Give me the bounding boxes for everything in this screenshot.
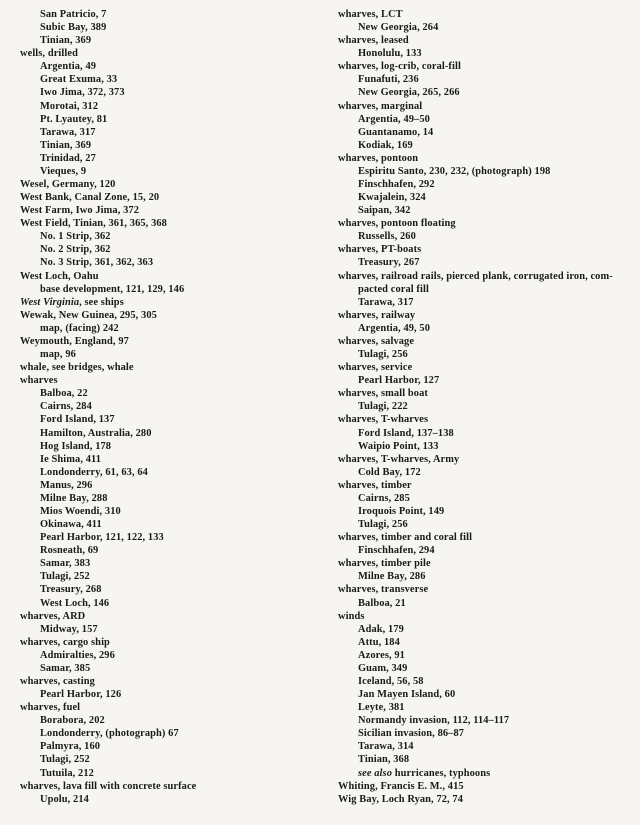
index-entry-text: hurricanes, typhoons	[392, 767, 491, 779]
index-entry-text: West Bank, Canal Zone, 15, 20	[20, 192, 160, 204]
index-subentry	[338, 701, 634, 714]
index-subentry	[20, 793, 320, 806]
index-subentry	[20, 492, 320, 505]
index-entry	[20, 47, 320, 60]
index-entry	[338, 361, 634, 374]
index-entry-text: wharves, ARD	[20, 610, 86, 622]
index-entry	[20, 270, 320, 283]
index-entry-text: Leyte, 381	[358, 702, 405, 714]
index-entry-text: Ford Island, 137–138	[358, 427, 454, 439]
index-entry-text: wharves, marginal	[338, 100, 423, 112]
index-entry	[338, 100, 634, 113]
index-subentry	[338, 597, 634, 610]
index-subentry	[20, 597, 320, 610]
index-entry-text: New Georgia, 265, 266	[358, 87, 460, 99]
index-entry-text: Tinian, 368	[358, 754, 410, 766]
index-entry-italic: West Virginia	[20, 296, 80, 308]
index-subentry	[338, 400, 634, 413]
index-entry-text: West Loch, 146	[40, 597, 110, 609]
index-entry-text: Honolulu, 133	[358, 48, 422, 60]
index-subentry	[338, 466, 634, 479]
index-entry-text: wharves, leased	[338, 35, 409, 47]
index-subentry	[20, 453, 320, 466]
index-subentry	[20, 583, 320, 596]
index-subentry	[338, 165, 634, 178]
index-subentry	[338, 492, 634, 505]
index-entry-italic: see also	[358, 767, 392, 779]
index-entry-text: wharves, timber	[338, 479, 412, 491]
index-subentry	[20, 518, 320, 531]
index-entry	[338, 270, 634, 283]
index-subentry	[338, 283, 634, 296]
index-entry-text: winds	[338, 610, 365, 622]
index-subentry	[20, 427, 320, 440]
index-entry-text: Midway, 157	[40, 623, 98, 635]
index-entry-text: Ie Shima, 411	[40, 453, 102, 465]
index-subentry	[338, 440, 634, 453]
index-entry-text: Espiritu Santo, 230, 232, (photograph) 198	[358, 165, 551, 177]
index-entry	[338, 557, 634, 570]
index-subentry	[338, 740, 634, 753]
index-entry-text: Guam, 349	[358, 662, 408, 674]
index-entry-text: Pt. Lyautey, 81	[40, 113, 108, 125]
index-entry-text: Balboa, 21	[358, 597, 406, 609]
index-entry-text: Iroquois Point, 149	[358, 505, 445, 517]
index-entry-text: , see ships	[79, 296, 124, 308]
index-subentry	[20, 740, 320, 753]
index-entry-text: map, (facing) 242	[40, 322, 119, 334]
index-entry-text: Morotai, 312	[40, 100, 99, 112]
index-entry-text: Pearl Harbor, 126	[40, 689, 122, 701]
index-entry-text: Pearl Harbor, 127	[358, 375, 440, 387]
index-entry-text: West Farm, Iwo Jima, 372	[20, 205, 139, 217]
index-entry-text: Argentia, 49, 50	[358, 322, 431, 334]
index-subentry	[338, 348, 634, 361]
index-subentry	[338, 767, 634, 780]
index-subentry	[338, 505, 634, 518]
index-entry	[338, 780, 634, 793]
index-subentry	[338, 649, 634, 662]
index-entry	[20, 374, 320, 387]
index-subentry	[338, 113, 634, 126]
index-entry-text: Rosneath, 69	[40, 545, 99, 557]
index-entry-text: West Loch, Oahu	[20, 270, 99, 282]
index-subentry	[20, 60, 320, 73]
index-entry-text: map, 96	[40, 349, 76, 361]
index-subentry	[338, 374, 634, 387]
index-entry-text: No. 3 Strip, 361, 362, 363	[40, 257, 154, 269]
index-entry	[20, 191, 320, 204]
index-entry-text: No. 1 Strip, 362	[40, 231, 111, 243]
index-column-left	[20, 8, 320, 806]
index-subentry	[20, 623, 320, 636]
index-entry-text: wharves, pontoon floating	[338, 218, 456, 230]
index-entry-text: base development, 121, 129, 146	[40, 283, 185, 295]
index-entry-text: Normandy invasion, 112, 114–117	[358, 715, 510, 727]
index-entry-text: wharves, T-wharves	[338, 414, 429, 426]
index-entry-text: Londonderry, (photograph) 67	[40, 728, 179, 740]
index-entry	[338, 152, 634, 165]
index-subentry	[338, 256, 634, 269]
index-entry-text: Pearl Harbor, 121, 122, 133	[40, 532, 164, 544]
index-entry	[20, 178, 320, 191]
index-entry	[20, 296, 320, 309]
index-entry-text: Okinawa, 411	[40, 519, 102, 531]
index-entry-text: wharves, casting	[20, 675, 95, 687]
index-entry-text: wharves, pontoon	[338, 152, 419, 164]
index-subentry	[20, 727, 320, 740]
index-entry	[338, 413, 634, 426]
index-subentry	[338, 126, 634, 139]
index-entry	[20, 309, 320, 322]
index-subentry	[20, 256, 320, 269]
index-subentry	[20, 505, 320, 518]
index-subentry	[20, 8, 320, 21]
index-entry	[20, 361, 320, 374]
index-entry-text: Tinian, 369	[40, 139, 92, 151]
index-entry-text: wharves, small boat	[338, 388, 428, 400]
index-entry-text: Tulagi, 256	[358, 349, 408, 361]
index-subentry	[20, 348, 320, 361]
index-subentry	[338, 73, 634, 86]
index-entry	[338, 793, 634, 806]
index-entry	[338, 531, 634, 544]
index-entry-text: Trinidad, 27	[40, 152, 96, 164]
index-subentry	[338, 662, 634, 675]
index-entry	[338, 610, 634, 623]
index-subentry	[338, 21, 634, 34]
index-subentry	[20, 767, 320, 780]
index-subentry	[20, 34, 320, 47]
index-entry	[338, 583, 634, 596]
index-entry-text: Attu, 184	[358, 636, 400, 648]
index-subentry	[338, 518, 634, 531]
index-entry	[338, 479, 634, 492]
index-entry-text: wharves, railroad rails, pierced plank, corrugated iron, com-	[338, 270, 613, 282]
index-subentry	[338, 727, 634, 740]
index-entry-text: Milne Bay, 286	[358, 571, 426, 583]
index-subentry	[20, 165, 320, 178]
index-entry-text: Tarawa, 317	[40, 126, 96, 138]
index-entry-text: Tutuila, 212	[40, 767, 94, 779]
index-entry-text: wharves, lava fill with concrete surface	[20, 780, 197, 792]
index-entry-text: wharves, timber and coral fill	[338, 532, 473, 544]
index-subentry	[20, 466, 320, 479]
index-entry-text: New Georgia, 264	[358, 22, 439, 34]
index-entry	[338, 243, 634, 256]
index-entry-text: wharves, LCT	[338, 9, 403, 20]
index-subentry	[338, 570, 634, 583]
index-subentry	[20, 413, 320, 426]
index-subentry	[338, 675, 634, 688]
index-entry	[338, 309, 634, 322]
index-entry-text: Mios Woendi, 310	[40, 505, 121, 517]
index-entry-text: No. 2 Strip, 362	[40, 244, 111, 256]
index-subentry	[338, 178, 634, 191]
index-entry-text: Borabora, 202	[40, 715, 105, 727]
index-entry-text: Adak, 179	[358, 623, 404, 635]
index-subentry	[338, 714, 634, 727]
index-subentry	[20, 753, 320, 766]
index-subentry	[20, 21, 320, 34]
index-entry-text: Ford Island, 137	[40, 414, 115, 426]
index-entry-text: Tulagi, 222	[358, 401, 408, 413]
index-subentry	[20, 152, 320, 165]
index-subentry	[20, 688, 320, 701]
index-subentry	[338, 47, 634, 60]
index-entry-text: Samar, 385	[40, 662, 91, 674]
index-entry-text: Palmyra, 160	[40, 741, 101, 753]
index-subentry	[20, 479, 320, 492]
index-entry-text: Russells, 260	[358, 231, 416, 243]
index-entry-text: Sicilian invasion, 86–87	[358, 728, 465, 740]
index-subentry	[338, 322, 634, 335]
index-entry-text: Wig Bay, Loch Ryan, 72, 74	[338, 793, 464, 805]
index-entry-text: Whiting, Francis E. M., 415	[338, 780, 464, 792]
index-entry-text: Wesel, Germany, 120	[20, 179, 116, 191]
index-entry-text: Cold Bay, 172	[358, 466, 421, 478]
index-entry-text: wharves, transverse	[338, 584, 429, 596]
index-entry-text: Vieques, 9	[40, 165, 87, 177]
index-entry-text: wharves, cargo ship	[20, 636, 110, 648]
index-entry-text: Weymouth, England, 97	[20, 335, 129, 347]
index-subentry	[338, 296, 634, 309]
index-subentry	[20, 570, 320, 583]
index-subentry	[20, 400, 320, 413]
index-entry-text: wells, drilled	[20, 48, 78, 60]
index-subentry	[338, 139, 634, 152]
index-subentry	[338, 623, 634, 636]
index-entry-text: Waipio Point, 133	[358, 440, 439, 452]
index-entry	[338, 387, 634, 400]
index-entry	[338, 8, 634, 21]
index-entry-text: Upolu, 214	[40, 793, 89, 805]
index-subentry	[20, 230, 320, 243]
index-subentry	[20, 100, 320, 113]
index-entry-text: Azores, 91	[358, 649, 405, 661]
index-entry-text: Treasury, 267	[358, 257, 420, 269]
index-entry	[20, 675, 320, 688]
index-entry	[20, 217, 320, 230]
index-entry-text: whale, see bridges, whale	[20, 362, 134, 374]
index-entry-text: Balboa, 22	[40, 388, 88, 400]
index-subentry	[20, 86, 320, 99]
index-entry-text: Tulagi, 252	[40, 571, 90, 583]
index-entry	[20, 636, 320, 649]
index-entry-text: Saipan, 342	[358, 205, 411, 217]
index-entry-text: Kwajalein, 324	[358, 192, 426, 204]
index-subentry	[20, 387, 320, 400]
index-entry-text: Cairns, 284	[40, 401, 92, 413]
index-entry-text: Wewak, New Guinea, 295, 305	[20, 309, 157, 321]
index-entry-text: wharves, timber pile	[338, 558, 431, 570]
index-entry-text: Tinian, 369	[40, 35, 92, 47]
index-entry-text: Iwo Jima, 372, 373	[40, 87, 125, 99]
index-entry-text: Argentia, 49	[40, 61, 97, 73]
index-entry-text: Iceland, 56, 58	[358, 675, 424, 687]
index-subentry	[20, 322, 320, 335]
index-entry-text: pacted coral fill	[358, 283, 429, 295]
index-entry-text: Admiralties, 296	[40, 649, 115, 661]
index-entry-text: Guantanamo, 14	[358, 126, 434, 138]
index-entry-text: wharves, salvage	[338, 335, 415, 347]
index-entry-text: wharves, log-crib, coral-fill	[338, 61, 461, 73]
index-entry	[338, 34, 634, 47]
index-subentry	[338, 544, 634, 557]
index-subentry	[20, 113, 320, 126]
index-subentry	[20, 440, 320, 453]
index-entry	[338, 335, 634, 348]
index-subentry	[20, 557, 320, 570]
index-subentry	[338, 191, 634, 204]
index-subentry	[338, 204, 634, 217]
index-entry-text: San Patricio, 7	[40, 9, 107, 20]
index-subentry	[20, 649, 320, 662]
index-entry-text: Great Exuma, 33	[40, 74, 118, 86]
index-entry	[20, 610, 320, 623]
index-entry-text: wharves	[20, 375, 58, 387]
index-subentry	[20, 662, 320, 675]
index-entry-text: Tarawa, 314	[358, 741, 414, 753]
index-subentry	[338, 86, 634, 99]
index-entry-text: Hog Island, 178	[40, 440, 112, 452]
index-subentry	[20, 714, 320, 727]
index-entry-text: Londonderry, 61, 63, 64	[40, 466, 148, 478]
index-entry	[20, 335, 320, 348]
index-entry-text: Argentia, 49–50	[358, 113, 430, 125]
index-subentry	[20, 73, 320, 86]
index-column-right	[338, 8, 634, 806]
index-subentry	[338, 688, 634, 701]
index-subentry	[20, 126, 320, 139]
index-entry-text: Jan Mayen Island, 60	[358, 689, 456, 701]
index-entry	[338, 60, 634, 73]
index-subentry	[338, 230, 634, 243]
index-entry	[20, 204, 320, 217]
index-subentry	[20, 243, 320, 256]
index-entry-text: Tarawa, 317	[358, 296, 414, 308]
index-entry-text: Funafuti, 236	[358, 74, 419, 86]
index-subentry	[20, 139, 320, 152]
index-entry-text: Kodiak, 169	[358, 139, 413, 151]
index-entry-text: Finschhafen, 294	[358, 545, 435, 557]
index-entry-text: Treasury, 268	[40, 584, 102, 596]
index-entry-text: West Field, Tinian, 361, 365, 368	[20, 218, 167, 230]
index-entry-text: Tulagi, 252	[40, 754, 90, 766]
index-entry-text: Milne Bay, 288	[40, 492, 108, 504]
index-subentry	[20, 544, 320, 557]
index-entry-text: wharves, PT-boats	[338, 244, 422, 256]
index-entry-text: Manus, 296	[40, 479, 93, 491]
index-entry-text: Cairns, 285	[358, 492, 410, 504]
index-entry-text: wharves, service	[338, 362, 413, 374]
index-entry-text: wharves, T-wharves, Army	[338, 453, 460, 465]
index-subentry	[20, 283, 320, 296]
index-entry-text: wharves, railway	[338, 309, 416, 321]
index-subentry	[338, 636, 634, 649]
index-entry-text: wharves, fuel	[20, 702, 81, 714]
index-entry-text: Finschhafen, 292	[358, 179, 435, 191]
index-entry-text: Tulagi, 256	[358, 519, 408, 531]
index-entry-text: Hamilton, Australia, 280	[40, 427, 152, 439]
index-subentry	[20, 531, 320, 544]
index-entry	[20, 701, 320, 714]
index-entry	[338, 217, 634, 230]
index-subentry	[338, 753, 634, 766]
index-subentry	[338, 427, 634, 440]
index-entry	[338, 453, 634, 466]
index-entry	[20, 780, 320, 793]
index-entry-text: Samar, 383	[40, 558, 91, 570]
index-entry-text: Subic Bay, 389	[40, 22, 107, 34]
